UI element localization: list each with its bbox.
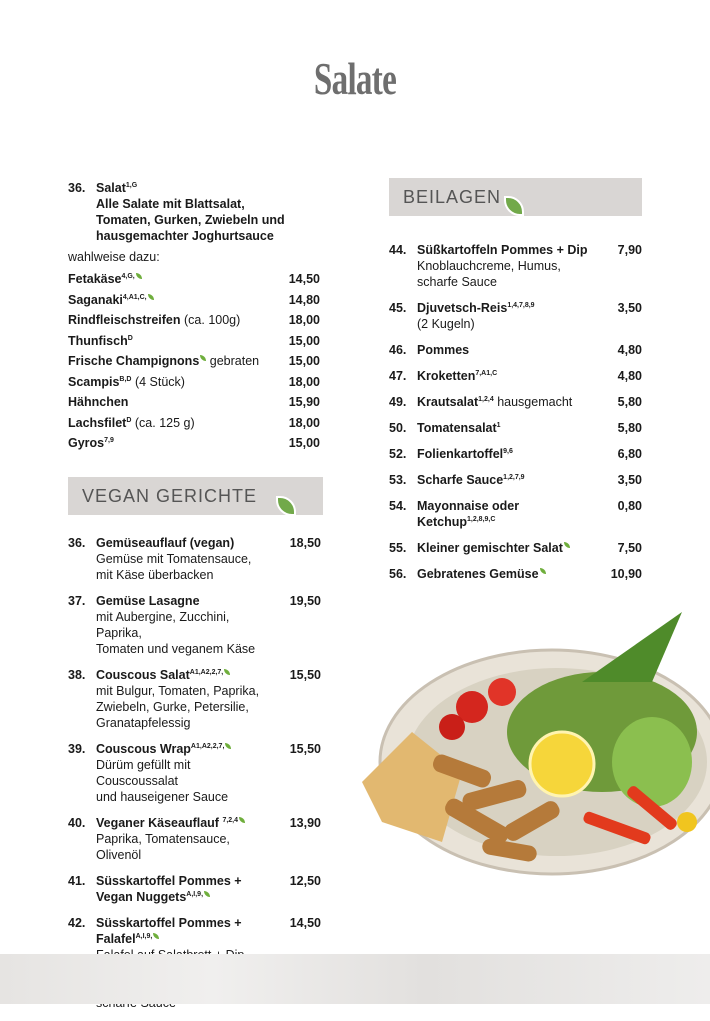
item-name: Gemüseauflauf (vegan) — [96, 536, 235, 550]
leaf-icon — [225, 743, 231, 749]
option-price: 18,00 — [288, 374, 320, 389]
item-body — [417, 566, 592, 582]
menu-item — [389, 566, 642, 582]
item-name: Folienkartoffel — [417, 447, 504, 461]
salat-option-row — [68, 394, 320, 415]
item-number: 36. — [68, 181, 86, 195]
menu-item — [68, 873, 321, 905]
allergen-codes: 4,G, — [121, 273, 135, 280]
option-price: 14,80 — [288, 292, 320, 307]
item-number: 41. — [68, 874, 86, 888]
item-name: Pommes — [417, 343, 470, 357]
option-price: 14,50 — [288, 272, 320, 286]
allergen-codes: 1,G — [125, 182, 138, 189]
salat-option-row — [68, 374, 320, 395]
option-price: 15,00 — [288, 436, 320, 450]
item-name: Couscous Salat — [96, 668, 190, 682]
item-body — [417, 242, 592, 290]
item-name: Couscous Wrap — [96, 742, 191, 756]
item-desc-line: mit Bulgur, Tomaten, Paprika, — [96, 684, 260, 698]
item-name: Gebratenes Gemüse — [417, 567, 539, 581]
item-name: Djuvetsch-Reis — [417, 301, 508, 315]
item-name: Scharfe Sauce — [417, 473, 504, 487]
item-body — [96, 593, 271, 657]
item-desc-line: mit Käse überbacken — [96, 568, 214, 582]
option-name: Rindfleischstreifen — [68, 313, 181, 327]
option-name: Frische Champignons — [68, 354, 200, 368]
item-desc-line: Gemüse mit Tomatensauce, — [96, 552, 252, 566]
item-price: 3,50 — [617, 473, 642, 487]
leaf-icon — [153, 933, 159, 939]
menu-item — [389, 540, 642, 556]
salat-section — [68, 180, 320, 456]
item-number: 52. — [389, 447, 407, 461]
item-desc-line: Knoblauchcreme, Humus, — [417, 259, 561, 273]
item-name: Vegan Nuggets — [96, 890, 187, 904]
menu-item — [68, 535, 321, 583]
item-desc-line: hausgemachter Joghurtsauce — [96, 229, 274, 243]
item-price: 0,80 — [617, 499, 642, 513]
item-number: 42. — [68, 916, 86, 930]
item-price: 10,90 — [610, 567, 642, 581]
menu-item — [68, 815, 321, 863]
bottom-texture-strip — [0, 954, 710, 1004]
allergen-codes: D — [127, 334, 133, 342]
item-name: Süßkartoffeln Pommes + Dip — [417, 243, 588, 257]
item-body — [96, 815, 271, 863]
item-body — [96, 873, 271, 905]
option-name: Lachsfilet — [68, 415, 127, 430]
item-price: 15,50 — [289, 668, 321, 682]
item-desc-line: Tomaten, Gurken, Zwiebeln und — [96, 213, 285, 227]
item-desc-line: scharfe Sauce — [417, 275, 497, 289]
item-body — [417, 540, 592, 556]
allergen-codes: 1,2,7,9 — [503, 474, 525, 481]
leaf-icon — [136, 273, 142, 279]
item-desc-line: und hauseigener Sauce — [96, 790, 229, 804]
menu-item — [389, 446, 642, 462]
item-number: 53. — [389, 473, 407, 487]
menu-item — [389, 368, 642, 384]
allergen-codes: 1,4,7,8,9 — [507, 302, 535, 309]
allergen-codes: 1,2,8,9,C — [467, 516, 496, 523]
salat-options — [68, 271, 320, 456]
option-name: Saganaki — [68, 292, 123, 307]
item-desc-line: Paprika, Tomatensauce, Olivenöl — [96, 832, 230, 862]
item-body — [417, 394, 592, 410]
item-name: Veganer Käseauflauf — [96, 816, 223, 830]
item-price: 4,80 — [617, 343, 642, 357]
salat-option-row — [68, 415, 320, 436]
menu-item — [389, 472, 642, 488]
allergen-codes: A,I,9, — [186, 891, 204, 898]
item-number: 37. — [68, 594, 86, 608]
item-number: 45. — [389, 301, 407, 315]
item-body — [417, 342, 592, 358]
option-name: Hähnchen — [68, 395, 129, 409]
item-price: 5,80 — [617, 395, 642, 409]
menu-item — [68, 593, 321, 657]
menu-item — [389, 242, 642, 290]
item-name: Salat — [96, 181, 126, 195]
item-desc-line: mit Aubergine, Zucchini, Paprika, — [96, 610, 230, 640]
page-title: Salate — [313, 53, 397, 104]
option-price: 15,00 — [288, 333, 320, 348]
item-name: Süsskartoffel Pommes + — [96, 916, 242, 930]
item-price: 13,90 — [289, 816, 321, 830]
item-price: 15,50 — [289, 742, 321, 756]
item-body — [417, 472, 592, 488]
item-body — [417, 300, 592, 332]
allergen-codes: B,D — [119, 375, 132, 383]
item-body — [96, 535, 271, 583]
item-name: Tomatensalat — [417, 421, 497, 435]
item-name: Kroketten — [417, 369, 476, 383]
salat-option-row — [68, 271, 320, 292]
item-price: 12,50 — [289, 874, 321, 888]
item-name: Falafel — [96, 932, 136, 946]
allergen-codes: A1,A2,2,7, — [189, 669, 224, 676]
item-number: 40. — [68, 816, 86, 830]
allergen-codes: 1,2,4 — [478, 396, 494, 403]
menu-item — [68, 667, 321, 731]
item-name: Gemüse Lasagne — [96, 594, 200, 608]
item-desc-line: Granatapfelessig — [96, 716, 191, 730]
item-extra: hausgemacht — [493, 395, 573, 409]
item-number: 49. — [389, 395, 407, 409]
allergen-codes: D — [126, 416, 132, 424]
option-extra: (4 Stück) — [131, 374, 185, 389]
item-name: Mayonnaise oder — [417, 499, 520, 513]
allergen-codes: 9,6 — [503, 448, 513, 455]
menu-item — [68, 741, 321, 805]
salat-option-row — [68, 292, 320, 313]
section-heading: BEILAGEN — [403, 187, 502, 207]
beilagen-list — [389, 242, 642, 592]
allergen-codes: A,I,9, — [135, 933, 153, 940]
leaf-icon — [148, 294, 154, 300]
leaf-icon — [204, 891, 210, 897]
item-name: Kleiner gemischter Salat — [417, 541, 563, 555]
item-number: 55. — [389, 541, 407, 555]
salat-option-row — [68, 435, 320, 456]
salad-plate-image — [352, 612, 710, 912]
item-price: 4,80 — [617, 369, 642, 383]
item-number: 44. — [389, 243, 407, 257]
item-number: 36. — [68, 536, 86, 550]
item-desc-line: Tomaten und veganem Käse — [96, 642, 256, 656]
item-name: Süsskartoffel Pommes + — [96, 874, 242, 888]
menu-item — [389, 394, 642, 410]
item-price: 6,80 — [617, 447, 642, 461]
leaf-icon — [224, 669, 230, 675]
item-name: Ketchup — [417, 515, 467, 529]
item-number: 50. — [389, 421, 407, 435]
option-price: 15,90 — [288, 395, 320, 409]
item-number: 39. — [68, 742, 86, 756]
option-name: Scampis — [68, 374, 120, 389]
salat-option-row — [68, 353, 320, 374]
option-extra: gebraten — [206, 354, 260, 368]
option-extra: (ca. 100g) — [180, 313, 241, 327]
option-name: Gyros — [68, 436, 105, 450]
item-price: 3,50 — [617, 301, 642, 315]
item-desc-line: (2 Kugeln) — [417, 317, 475, 331]
item-body — [96, 667, 271, 731]
item-body — [417, 446, 592, 462]
menu-item — [389, 300, 642, 332]
option-price: 18,00 — [288, 415, 320, 430]
option-name: Thunfisch — [68, 333, 128, 348]
leaf-icon — [564, 542, 570, 548]
allergen-codes: 7,9 — [104, 437, 114, 444]
item-name: Krautsalat — [417, 395, 479, 409]
item-number: 46. — [389, 343, 407, 357]
item-price: 7,90 — [617, 243, 642, 257]
item-price: 18,50 — [289, 536, 321, 550]
allergen-codes: 1 — [496, 422, 501, 429]
item-body — [96, 741, 271, 805]
leaf-icon — [540, 568, 546, 574]
salat-header — [68, 180, 320, 244]
item-price: 14,50 — [289, 916, 321, 930]
item-body — [417, 420, 592, 436]
allergen-codes: 7,2,4 — [222, 817, 239, 824]
vegan-list — [68, 535, 321, 1021]
item-desc-line: Dürüm gefüllt mit Couscoussalat — [96, 758, 191, 788]
item-desc-line: Alle Salate mit Blattsalat, — [96, 197, 245, 211]
allergen-codes: 7,A1,C — [475, 370, 498, 377]
allergen-codes: 4,A1,C, — [122, 293, 147, 301]
option-name: Fetakäse — [68, 272, 122, 286]
leaf-icon — [239, 817, 245, 823]
item-price: 5,80 — [617, 421, 642, 435]
salat-option-row — [68, 333, 320, 354]
option-price: 15,00 — [288, 354, 320, 368]
option-extra: (ca. 125 g) — [131, 415, 195, 430]
option-price: 18,00 — [288, 313, 320, 327]
menu-item — [389, 342, 642, 358]
choice-label: wahlweise dazu: — [68, 250, 160, 264]
item-number: 56. — [389, 567, 407, 581]
item-body — [417, 368, 592, 384]
item-body — [417, 498, 592, 530]
item-price: 7,50 — [617, 541, 642, 555]
item-number: 54. — [389, 499, 407, 513]
menu-item — [389, 420, 642, 436]
item-desc-line: Zwiebeln, Gurke, Petersilie, — [96, 700, 249, 714]
item-price: 19,50 — [289, 594, 321, 608]
salat-option-row — [68, 312, 320, 333]
item-number: 47. — [389, 369, 407, 383]
item-number: 38. — [68, 668, 86, 682]
allergen-codes: A1,A2,2,7, — [190, 743, 225, 750]
menu-item — [389, 498, 642, 530]
section-heading: VEGAN GERICHTE — [82, 486, 258, 506]
